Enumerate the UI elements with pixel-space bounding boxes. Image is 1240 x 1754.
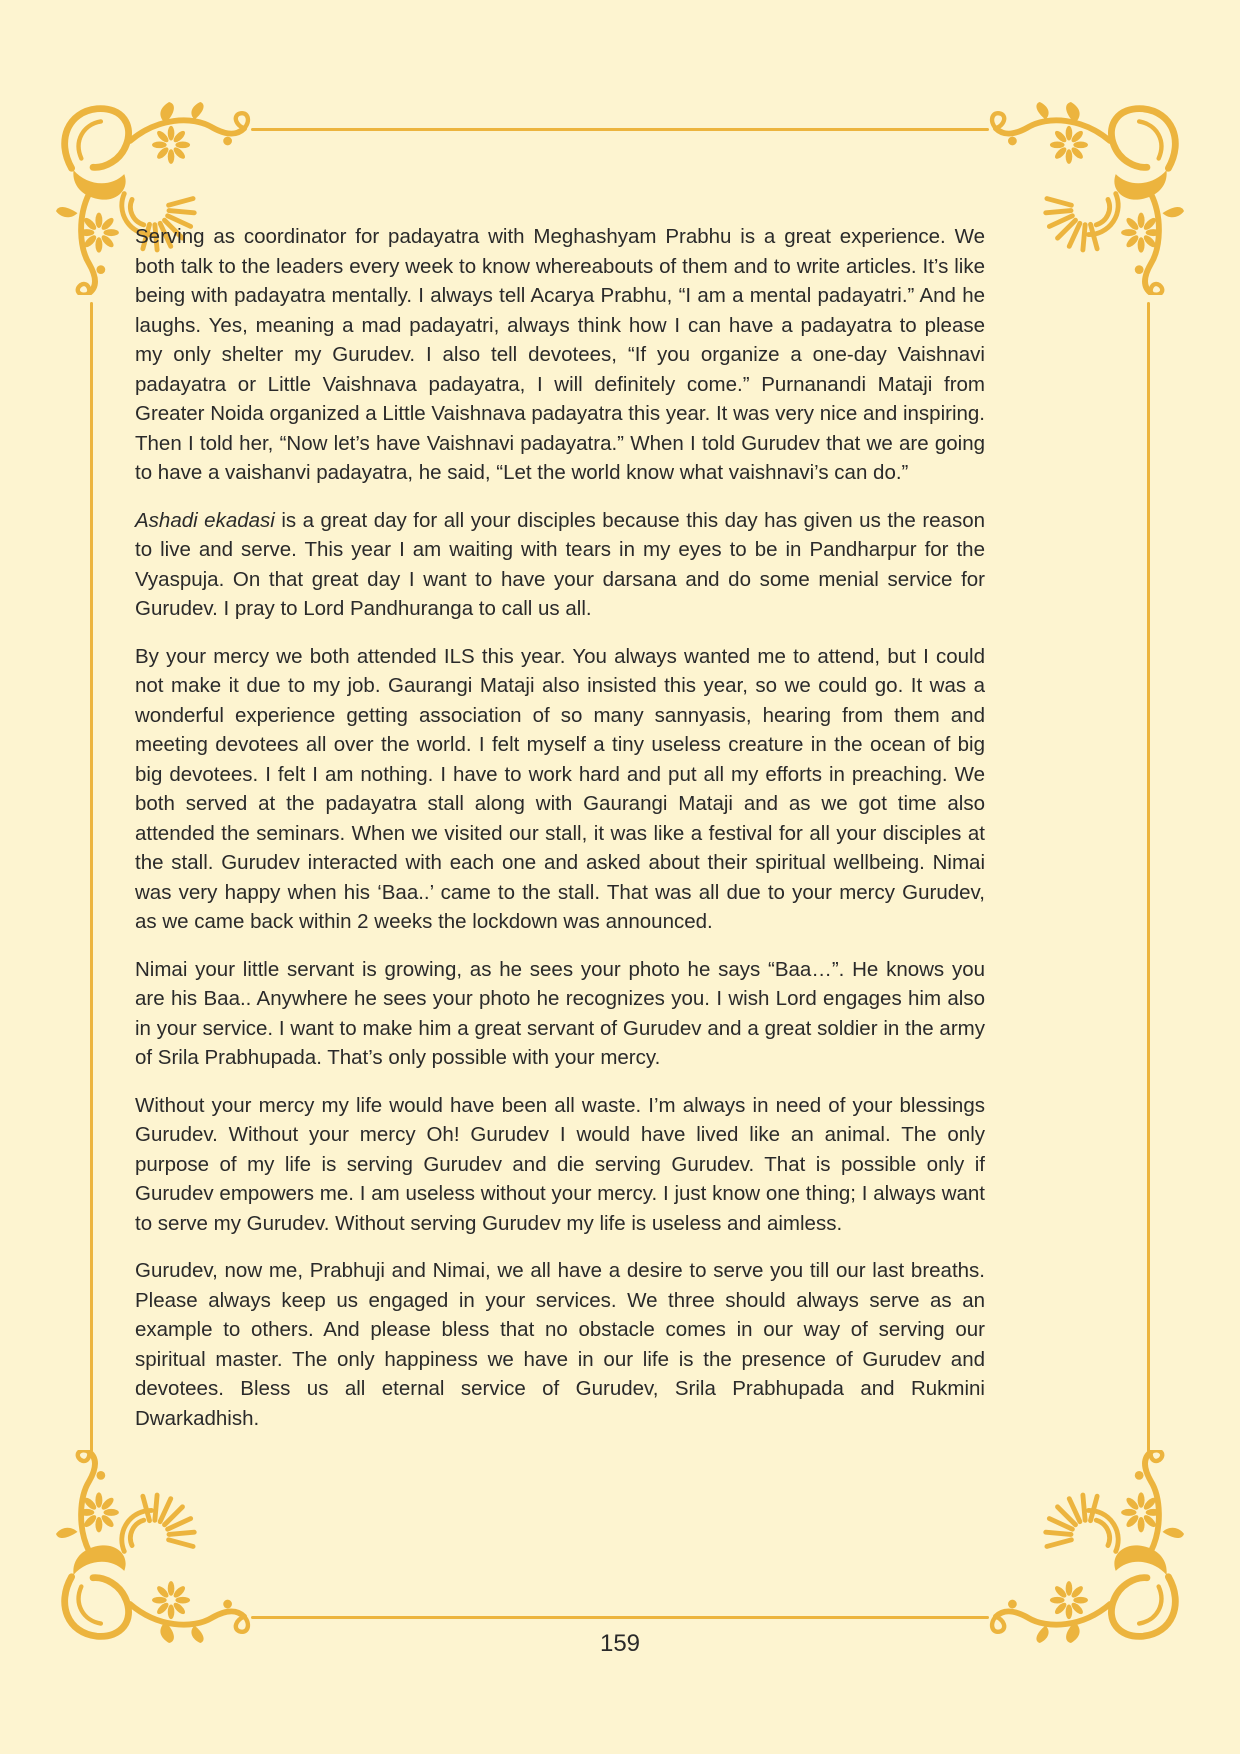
paragraph-3: By your mercy we both attended ILS this year. You always wanted me to attend, but I could not make it due to my job. Gaurangi Mataji also insisted this year, so we could go. It was a wonderful experience getting association of so many sannyasis, hearing from them and meeting devotees all over the world. I felt myself a tiny useless creature in the ocean of big big devotees. I felt I am nothing. I have to work hard and put all my efforts in preaching. We both served at the padayatra stall along with Gaurangi Mataji and as we got time also attended the seminars. When we visited our stall, it was like a festival for all your disciples at the stall. Gurudev interacted with each one and asked about their spiritual wellbeing. Nimai was very happy when his ‘Baa..’ came to the stall. That was all due to your mercy Gurudev, as we came back within 2 weeks the lockdown was announced. [135,644,985,933]
page-number: 159 [599,1630,641,1657]
corner-ornament-bottom-left-icon [56,1450,251,1645]
paragraph-2-italic-lead: Ashadi ekadasi [135,508,275,532]
frame-rule-bottom [251,1616,989,1619]
paragraph-6: Gurudev, now me, Prabhuji and Nimai, we all have a desire to serve you till our last breaths. Please always keep us engaged in your services. We three should always serve as an example to others. And please bless that no obstacle comes in our way of serving our spiritual master. The only happiness we have in our life is the presence of Gurudev and devotees. Bless us all eternal service of Gurudev, Srila Prabhupada and Rukmini Dwarkadhish. [135,1259,985,1430]
corner-ornament-top-right-icon [989,100,1184,295]
paragraph-5: Without your mercy my life would have been all waste. I’m always in need of your blessings Gurudev. Without your mercy Oh! Gurudev I would have lived like an animal. The only purpose of my life is serving Gurudev and die serving Gurudev. That is possible only if Gurudev empowers me. I am useless without your mercy. I just know one thing; I always want to serve my Gurudev. Without serving Gurudev my life is useless and aimless. [135,1093,985,1235]
frame-rule-right [1147,302,1150,1452]
paragraph-2: Ashadi ekadasi is a great day for all your disciples because this day has given us the reason to live and serve. This year I am waiting with tears in my eyes to be in Pandharpur for the Vyaspuja. On that great day I want to have your darsana and do some menial service for Gurudev. I pray to Lord Pandhuranga to call us all. [135,508,985,620]
corner-ornament-bottom-right-icon [989,1450,1184,1645]
frame-rule-left [90,302,93,1452]
paragraph-1: Serving as coordinator for padayatra with Meghashyam Prabhu is a great experience. We both talk to the leaders every week to know whereabouts of them and to write articles. It’s like being with padayatra mentally. I always tell Acarya Prabhu, “I am a mental padayatri.” And he laughs. Yes, meaning a mad padayatri, always think how I can have a padayatra to please my only shelter my Gurudev. I also tell devotees, “If you organize a one-day Vaishnavi padayatra or Little Vaishnava padayatra, I will definitely come.” Purnanandi Mataji from Greater Noida organized a Little Vaishnava padayatra this year. It was very nice and inspiring. Then I told her, “Now let’s have Vaishnavi padayatra.” When I told Gurudev that we are going to have a vaishanvi padayatra, he said, “Let the world know what vaishnavi’s can do.” [135,225,985,484]
page-content [135,222,985,1451]
paragraph-4: Nimai your little servant is growing, as he sees your photo he says “Baa…”. He knows you are his Baa.. Anywhere he sees your photo he recognizes you. I wish Lord engages him also in your service. I want to make him a great servant of Gurudev and a great soldier in the army of Srila Prabhupada. That’s only possible with your mercy. [135,957,985,1069]
frame-rule-top [251,128,989,131]
